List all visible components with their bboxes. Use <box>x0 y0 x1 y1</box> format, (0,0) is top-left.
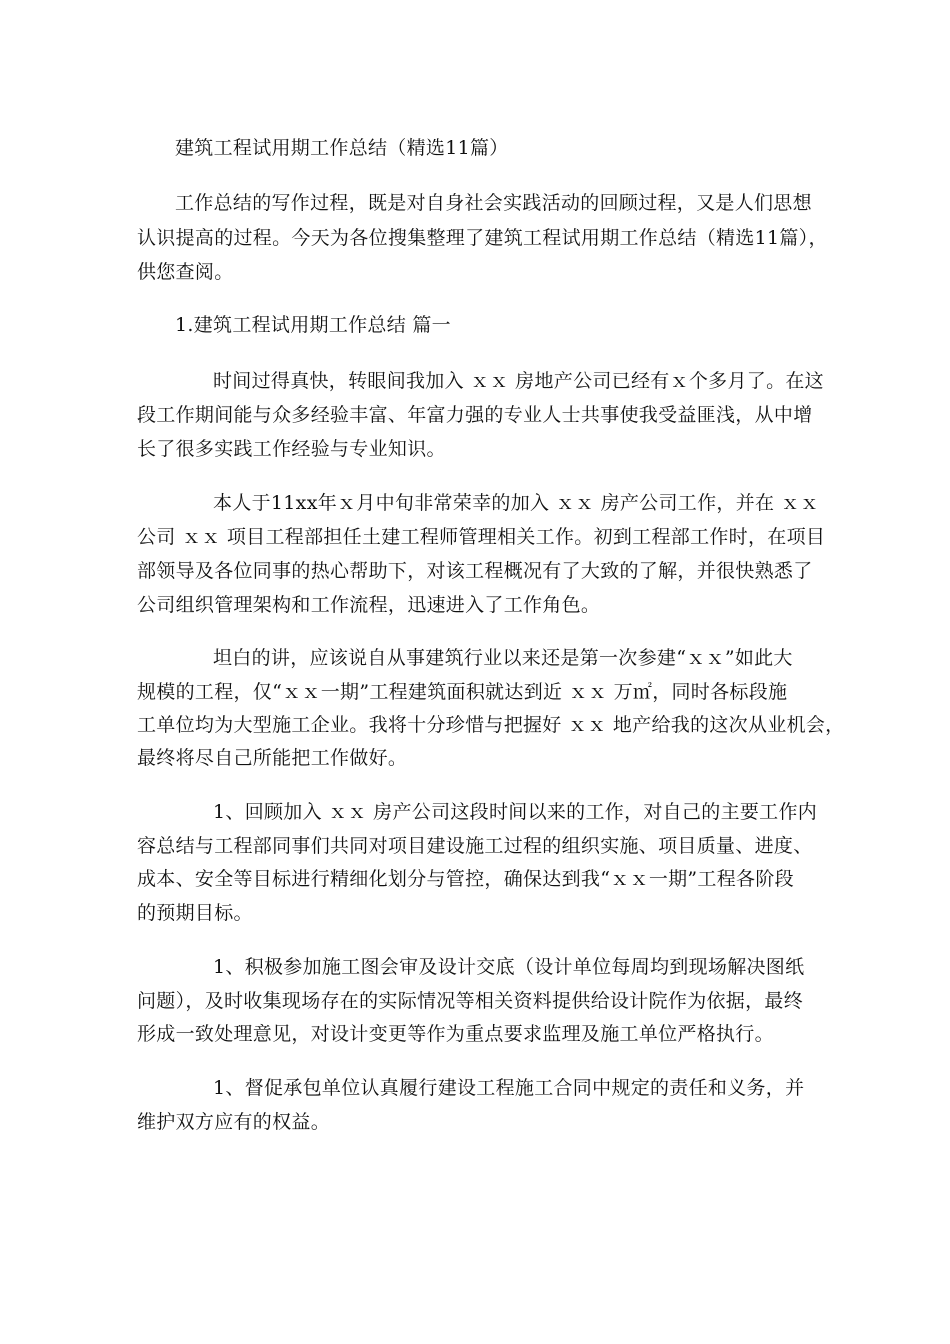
paragraph-line: 1、回顾加入 ｘｘ 房产公司这段时间以来的工作，对自己的主要工作内 <box>213 801 818 823</box>
section-heading: 1.建筑工程试用期工作总结 篇一 <box>175 314 451 336</box>
paragraph-line: 本人于11xx年ｘ月中旬非常荣幸的加入 ｘｘ 房产公司工作，并在 ｘｘ <box>213 492 820 514</box>
intro-line: 供您查阅。 <box>137 261 234 283</box>
paragraph-line: 维护双方应有的权益。 <box>137 1111 331 1133</box>
paragraph-line: 段工作期间能与众多经验丰富、年富力强的专业人士共事使我受益匪浅，从中增 <box>137 404 813 426</box>
paragraph-line: 坦白的讲，应该说自从事建筑行业以来还是第一次参建“ｘｘ”如此大 <box>213 647 793 669</box>
paragraph-line: 1、督促承包单位认真履行建设工程施工合同中规定的责任和义务，并 <box>213 1077 805 1099</box>
paragraph-line: 规模的工程，仅“ｘｘ一期”工程建筑面积就达到近 ｘｘ 万㎡，同时各标段施 <box>137 681 788 703</box>
paragraph-line: 部领导及各位同事的热心帮助下，对该工程概况有了大致的了解，并很快熟悉了 <box>137 560 813 582</box>
paragraph-line: 公司 ｘｘ 项目工程部担任土建工程师管理相关工作。初到工程部工作时，在项目 <box>137 526 826 548</box>
paragraph-line: 公司组织管理架构和工作流程，迅速进入了工作角色。 <box>137 594 601 616</box>
document-title: 建筑工程试用期工作总结（精选11篇） <box>175 137 509 159</box>
paragraph-line: 成本、安全等目标进行精细化划分与管控，确保达到我“ｘｘ一期”工程各阶段 <box>137 868 794 890</box>
paragraph-line: 工单位均为大型施工企业。我将十分珍惜与把握好 ｘｘ 地产给我的这次从业机会， <box>137 714 845 736</box>
intro-line: 工作总结的写作过程，既是对自身社会实践活动的回顾过程，又是人们思想 <box>175 192 812 214</box>
paragraph-line: 最终将尽自己所能把工作做好。 <box>137 747 408 769</box>
paragraph-line: 容总结与工程部同事们共同对项目建设施工过程的组织实施、项目质量、进度、 <box>137 835 813 857</box>
paragraph-line: 问题），及时收集现场存在的实际情况等相关资料提供给设计院作为依据，最终 <box>137 990 804 1012</box>
paragraph-line: 形成一致处理意见，对设计变更等作为重点要求监理及施工单位严格执行。 <box>137 1023 774 1045</box>
intro-line: 认识提高的过程。今天为各位搜集整理了建筑工程试用期工作总结（精选11篇）， <box>137 227 828 249</box>
paragraph-line: 的预期目标。 <box>137 902 253 924</box>
paragraph-line: 长了很多实践工作经验与专业知识。 <box>137 438 446 460</box>
paragraph-line: 时间过得真快，转眼间我加入 ｘｘ 房地产公司已经有ｘ个多月了。在这 <box>213 370 824 392</box>
paragraph-line: 1、积极参加施工图会审及设计交底（设计单位每周均到现场解决图纸 <box>213 956 805 978</box>
